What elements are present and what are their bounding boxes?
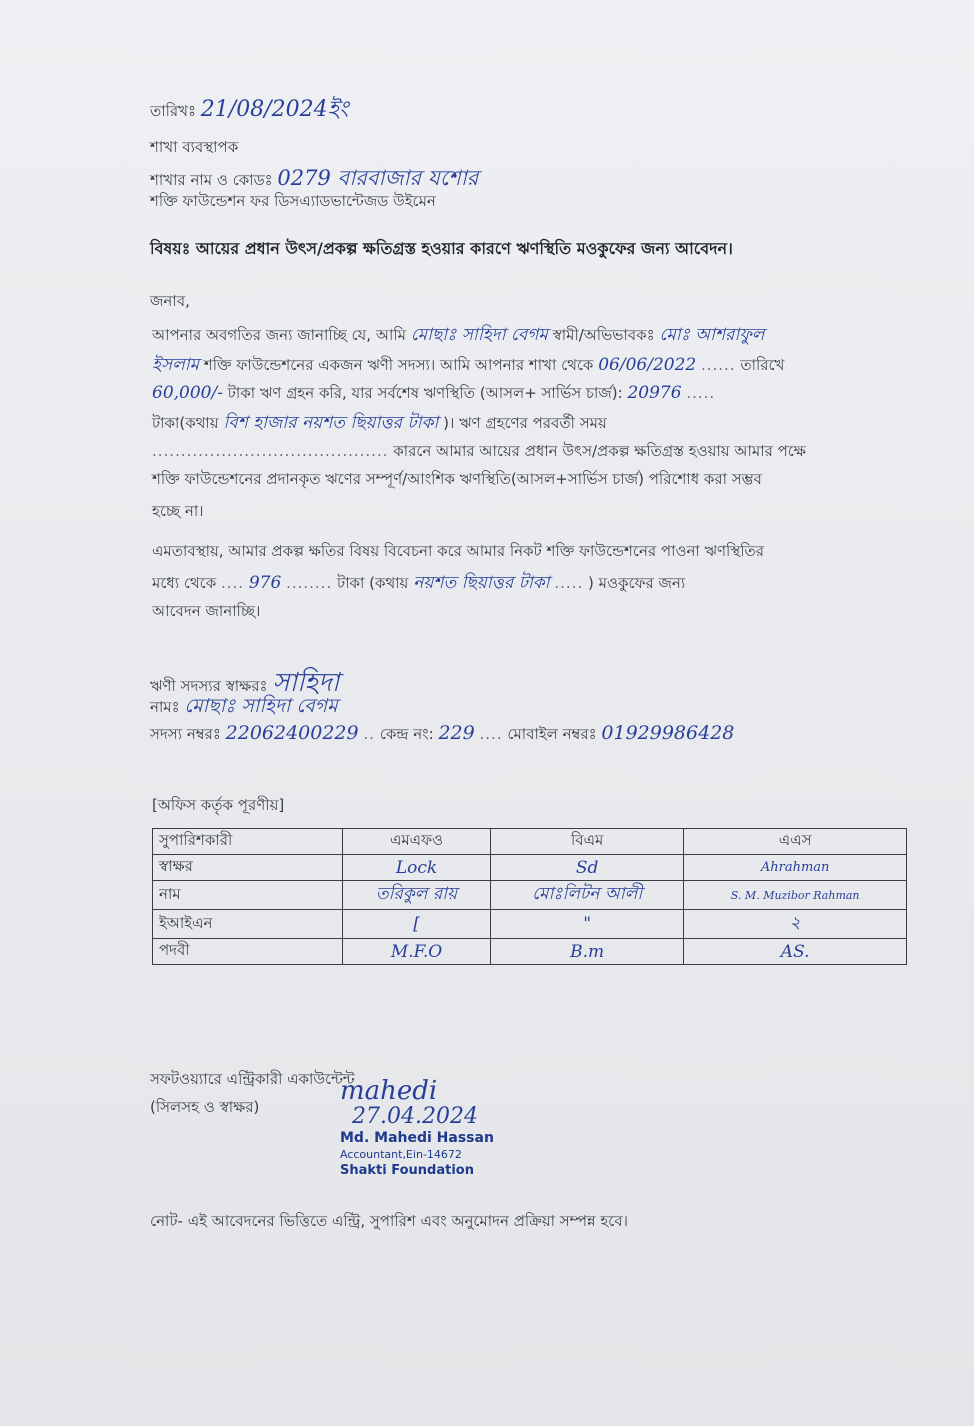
table-cell: [	[343, 910, 491, 939]
guardian-fill-2: ইসলাম	[152, 355, 200, 375]
body-line-7: হচ্ছে না।	[152, 502, 204, 520]
body-line-6: শক্তি ফাউন্ডেশনের প্রদানকৃত ঋণের সম্পূর্ণ/আংশিক ঋণস্থিতি(আসল+সার্ভিস চার্জ) পরিশোধ করা সম্ভব	[152, 470, 762, 488]
branch-label: শাখার নাম ও কোডঃ	[150, 171, 273, 189]
body-text: কারনে আমার আয়ের প্রধান উৎস/প্রকল্প ক্ষতিগ্রস্ত হওয়ায় আমার পক্ষে	[393, 442, 806, 460]
member-name-fill: মোছাঃ সাহিদা বেগম	[410, 325, 548, 345]
table-cell: B.m	[491, 939, 684, 965]
date-label: তারিখঃ	[150, 102, 196, 120]
table-cell: মোঃলিটন আলী	[491, 881, 684, 910]
guardian-fill: মোঃ আশরাফুল	[659, 325, 765, 345]
office-caption: [অফিস কর্তৃক পূরণীয়]	[152, 796, 285, 814]
body-text: স্বামী/অভিভাবকঃ	[552, 326, 655, 344]
table-cell: তরিকুল রায়	[343, 881, 491, 910]
stamp-org: Shakti Foundation	[340, 1163, 474, 1178]
mobile-value: 01929986428	[601, 722, 735, 744]
loan-date-fill: 06/06/2022	[598, 355, 697, 375]
body-text: মধ্যে থেকে	[152, 574, 217, 592]
row-label: পদবী	[153, 939, 343, 965]
row-label: স্বাক্ষর	[153, 855, 343, 881]
salutation: জনাব,	[150, 292, 190, 310]
member-name-label: নামঃ	[150, 698, 180, 716]
table-row	[153, 910, 907, 939]
body-text: টাকা (কথায়	[337, 574, 409, 592]
table-cell: AS.	[684, 939, 907, 965]
accountant-label: সফটওয়্যারে এন্ট্রিকারী একাউন্টেন্ট	[150, 1070, 355, 1088]
body-line-4	[152, 410, 912, 438]
manager-label: শাখা ব্যবস্থাপক	[150, 138, 239, 156]
table-cell: M.F.O	[343, 939, 491, 965]
member-id-line: সদস্য নম্বরঃ 22062400229 .. কেন্দ্র নং: 229 .... মোবাইল নম্বরঃ 01929986428	[150, 722, 735, 744]
body-line-10: আবেদন জানাচ্ছি।	[152, 602, 261, 620]
row-label: ইআইএন	[153, 910, 343, 939]
member-sign-label: ঋণী সদস্যর স্বাক্ষরঃ	[150, 677, 268, 695]
office-table	[152, 828, 907, 965]
member-name-line	[150, 692, 338, 724]
body-line-3: 60,000/- টাকা ঋণ গ্রহন করি, যার সর্বশেষ ঋণস্থিতি (আসল+ সার্ভিস চার্জ): 20976 .....	[152, 383, 716, 403]
body-text: )। ঋণ গ্রহণের পরবর্তী সময়	[443, 414, 607, 432]
member-signature: সাহিদা	[272, 668, 340, 698]
table-header-cell: এমএফও	[343, 829, 491, 855]
member-id-value: 22062400229	[225, 722, 359, 744]
balance-words-fill: বিশ হাজার নয়শত ছিয়াত্তর টাকা	[223, 413, 439, 433]
body-line-2: ইসলাম শক্তি ফাউন্ডেশনের একজন ঋণী সদস্য। আমি আপনার শাখা থেকে 06/06/2022 ...... তারিখে	[152, 355, 785, 375]
org-label: শক্তি ফাউন্ডেশন ফর ডিসএ্যাডভান্টেজড উইমেন	[150, 192, 436, 210]
body-text: টাকা(কথায়	[152, 414, 219, 432]
balance-fill: 20976	[627, 383, 682, 403]
date-line	[150, 92, 349, 129]
table-cell: "	[491, 910, 684, 939]
subject-line: বিষয়ঃ আয়ের প্রধান উৎস/প্রকল্প ক্ষতিগ্রস্ত হওয়ার কারণে ঋণস্থিতি মওকুফের জন্য আবেদন।	[150, 239, 733, 258]
member-name-value: মোছাঃ সাহিদা বেগম	[184, 695, 338, 717]
table-row	[153, 855, 907, 881]
body-text: আপনার অবগতির জন্য জানাচ্ছি যে, আমি	[152, 326, 406, 344]
accountant-sign-date: 27.04.2024	[352, 1104, 478, 1129]
table-cell: S. M. Muzibor Rahman	[684, 881, 907, 910]
body-line-5: ......................................... কারনে আমার আয়ের প্রধান উৎস/প্রকল্প ক্ষতিগ্রস্ত হওয়ায় আমার পক্ষে	[152, 442, 806, 460]
loan-amount-fill: 60,000/-	[152, 383, 223, 403]
body-line-1	[152, 322, 912, 350]
table-header-row	[153, 829, 907, 855]
body-text: তারিখে	[740, 356, 785, 374]
accountant-sub-label: (সিলসহ ও স্বাক্ষর)	[150, 1098, 260, 1116]
body-line-8: এমতাবস্থায়, আমার প্রকল্প ক্ষতির বিষয় বিবেচনা করে আমার নিকট শক্তি ফাউন্ডেশনের পাওনা ঋণস্থিতির	[152, 542, 765, 560]
row-label: নাম	[153, 881, 343, 910]
body-text: শক্তি ফাউন্ডেশনের একজন ঋণী সদস্য। আমি আপনার শাখা থেকে	[203, 356, 594, 374]
accountant-stamp	[340, 1130, 494, 1178]
date-value: 21/08/2024ইং	[200, 97, 349, 122]
table-cell: ২	[684, 910, 907, 939]
waive-words-fill: নয়শত ছিয়াত্তর টাকা	[413, 573, 550, 593]
member-id-label: সদস্য নম্বরঃ	[150, 725, 221, 743]
table-header-cell: এএস	[684, 829, 907, 855]
table-cell: Ahrahman	[684, 855, 907, 881]
body-text: ) মওকুফের জন্য	[588, 574, 686, 592]
mobile-label: মোবাইল নম্বরঃ	[507, 725, 597, 743]
stamp-name: Md. Mahedi Hassan	[340, 1130, 494, 1146]
body-line-9: মধ্যে থেকে .... 976 ........ টাকা (কথায় নয়শত ছিয়াত্তর টাকা ..... ) মওকুফের জন্য	[152, 573, 686, 593]
table-cell: Lock	[343, 855, 491, 881]
stamp-title: Accountant,Ein-14672	[340, 1148, 462, 1161]
center-label: কেন্দ্র নং:	[379, 725, 434, 743]
body-text: টাকা ঋণ গ্রহন করি, যার সর্বশেষ ঋণস্থিতি (আসল+ সার্ভিস চার্জ):	[227, 384, 623, 402]
table-row	[153, 881, 907, 910]
accountant-signature: mahedi	[340, 1076, 438, 1106]
table-cell: Sd	[491, 855, 684, 881]
table-header-cell: বিএম	[491, 829, 684, 855]
table-row	[153, 939, 907, 965]
branch-value: 0279 বারবাজার যশোর	[277, 166, 479, 190]
table-header-cell: সুপারিশকারী	[153, 829, 343, 855]
footer-note: নোট- এই আবেদনের ভিত্তিতে এন্ট্রি, সুপারিশ এবং অনুমোদন প্রক্রিয়া সম্পন্ন হবে।	[150, 1212, 628, 1230]
center-value: 229	[438, 722, 475, 744]
waive-amount-fill: 976	[248, 573, 282, 593]
